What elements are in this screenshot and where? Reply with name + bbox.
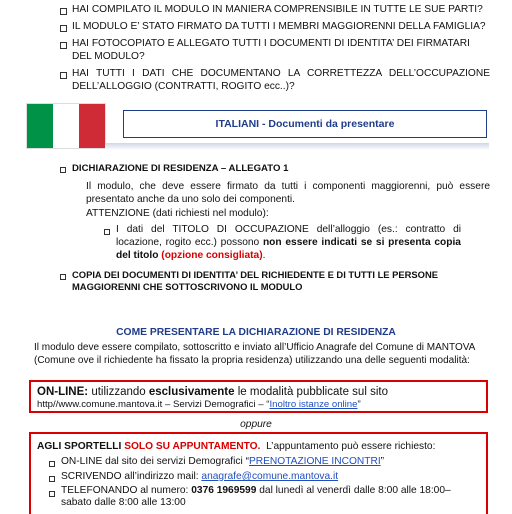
email-link[interactable]: anagrafe@comune.mantova.it (201, 471, 339, 482)
sportelli-label: AGLI SPORTELLI (37, 441, 122, 452)
checklist-item: IL MODULO E’ STATO FIRMATO DA TUTTI I MEMBRI MAGGIORENNI DELLA FAMIGLIA? (72, 21, 486, 32)
online-box: ON-LINE: utilizzando esclusivamente le modalità pubblicate sul sito http//www.comune.mantova.it – Servizi Demografici – “Inoltro istanze online” (29, 380, 488, 413)
checkbox-icon (60, 25, 67, 32)
banner-box (123, 110, 487, 138)
sportelli-box: AGLI SPORTELLI SOLO SU APPUNTAMENTO. L’appuntamento può essere richiesto: ON-LINE dal sito dei servizi Demografici “PRENOTAZIONE INCONTRI” SCRIVENDO all’indirizzo mail: anagrafe@comune.mantova.it TELEFONANDO al numero: 0376 1969599 dal lunedì al venerdì dalle 8:00 alle 18:00– sabato dalle 8:00 alle 13:00 (29, 432, 488, 514)
prenotazione-incontri-link[interactable]: PRENOTAZIONE INCONTRI (248, 456, 381, 467)
oppure-label: oppure (240, 419, 272, 430)
sportelli-option: ON-LINE dal sito dei servizi Demografici “PRENOTAZIONE INCONTRI” (61, 456, 385, 467)
attention-text: I dati del TITOLO DI OCCUPAZIONE dell’alloggio (es.: contratto di locazione, rogito ecc.) possono non essere indicati se si presenta copia del titolo (opzione consigliata). (116, 224, 461, 261)
section-heading: DICHIARAZIONE DI RESIDENZA – ALLEGATO 1 (72, 163, 289, 174)
checkbox-icon (60, 167, 66, 173)
checkbox-icon (60, 274, 66, 280)
checkbox-icon (60, 8, 67, 15)
section-heading: COPIA DEI DOCUMENTI DI IDENTITA’ DEL RICHIEDENTE E DI TUTTI LE PERSONE MAGGIORENNI CHE SOTTOSCRIVONO IL MODULO (72, 269, 438, 292)
paragraph: Il modulo deve essere compilato, sottoscritto e inviato all’Ufficio Anagrafe del Comune di MANTOVA (Comune ove il richiedente ha fissato la propria residenza) utilizzando una delle seguenti modalità: (34, 342, 475, 366)
online-label: ON-LINE: (37, 386, 89, 398)
sportelli-option: TELEFONANDO al numero: 0376 1969599 dal lunedì al venerdì dalle 8:00 alle 18:00– sabato dalle 8:00 alle 13:00 (61, 485, 451, 508)
checkbox-icon (60, 72, 67, 79)
checklist-item: HAI FOTOCOPIATO E ALLEGATO TUTTI I DOCUMENTI DI IDENTITA’ DEI FIRMATARI DEL MODULO? (72, 38, 470, 62)
sportelli-option: SCRIVENDO all’indirizzo mail: anagrafe@comune.mantova.it (61, 471, 339, 482)
checklist-item: HAI TUTTI I DATI CHE DOCUMENTANO LA CORRETTEZZA DELL’OCCUPAZIONE DELL’ALLOGGIO (CONTRATTI, ROGITO ecc..)? (72, 68, 490, 92)
section-title: COME PRESENTARE LA DICHIARAZIONE DI RESIDENZA (116, 327, 396, 338)
attention-label: ATTENZIONE (dati richiesti nel modulo): (86, 208, 269, 219)
checklist-item: HAI COMPILATO IL MODULO IN MANIERA COMPRENSIBILE IN TUTTE LE SUE PARTI? (72, 4, 483, 15)
inoltro-istanze-link[interactable]: Inoltro istanze online (269, 399, 358, 410)
checkbox-icon (49, 491, 55, 497)
banner-title: ITALIANI - Documenti da presentare (215, 118, 395, 130)
checkbox-icon (104, 229, 110, 235)
checkbox-icon (49, 461, 55, 467)
italian-flag-icon (27, 104, 105, 148)
checkbox-icon (49, 476, 55, 482)
paragraph: Il modulo, che deve essere firmato da tutti i componenti maggiorenni, può essere presentato anche da uno solo dei componenti. (86, 181, 490, 205)
checkbox-icon (60, 42, 67, 49)
banner-shadow (105, 143, 489, 150)
phone-number: 0376 1969599 (191, 485, 257, 496)
